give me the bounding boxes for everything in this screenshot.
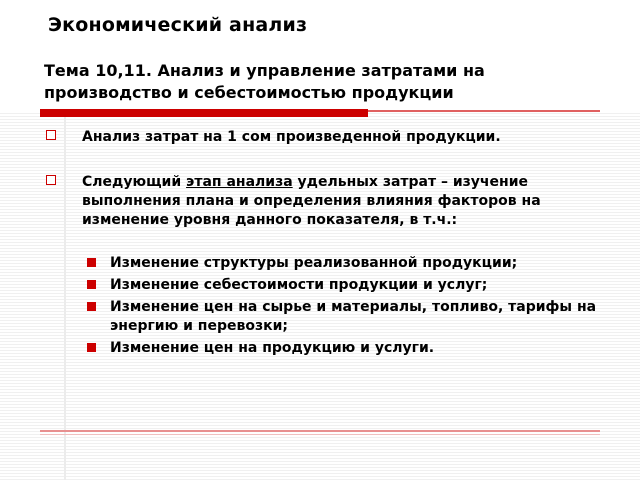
app-title: Экономический анализ <box>48 14 308 36</box>
bullet-item-text: Анализ затрат на 1 сом произведенной продукции. <box>82 129 501 145</box>
filled-square-bullet-icon <box>87 280 96 289</box>
analysis-stage-link[interactable]: этап анализа <box>186 174 293 190</box>
filled-square-bullet-icon <box>87 258 96 267</box>
title-underline-bar <box>40 109 368 117</box>
sub-bullet-item <box>84 339 614 358</box>
sub-bullet-item <box>84 298 614 336</box>
sub-bullet-text: Изменение цен на сырье и материалы, топливо, тарифы на энергию и перевозки; <box>110 299 597 334</box>
footer-line <box>40 430 600 432</box>
sub-bullet-list <box>44 254 614 358</box>
sub-bullet-item <box>84 254 614 273</box>
slide-content <box>44 128 614 361</box>
filled-square-bullet-icon <box>87 302 96 311</box>
bullet-item-1 <box>44 128 614 147</box>
sub-bullet-item <box>84 276 614 295</box>
sub-bullet-text: Изменение себестоимости продукции и услуг; <box>110 277 488 293</box>
footer-line-thin <box>40 434 600 435</box>
sub-bullet-text: Изменение цен на продукцию и услуги. <box>110 340 435 356</box>
slide-header <box>0 0 640 112</box>
filled-square-bullet-icon <box>87 343 96 352</box>
bullet-item-2 <box>44 173 614 230</box>
bullet-item-text-end: удельных затрат – изучение выполнения плана и определения влияния факторов на изменение уровня данного показателя, в т.ч.: <box>82 174 541 228</box>
hollow-square-bullet-icon <box>46 175 56 185</box>
sub-bullet-text: Изменение структуры реализованной продукции; <box>110 255 518 271</box>
title-underline-line <box>368 110 600 112</box>
slide-title: Тема 10,11. Анализ и управление затратами на производство и себестоимостью продукции <box>44 61 485 102</box>
bullet-item-text-start: Следующий <box>82 174 187 190</box>
hollow-square-bullet-icon <box>46 130 56 140</box>
